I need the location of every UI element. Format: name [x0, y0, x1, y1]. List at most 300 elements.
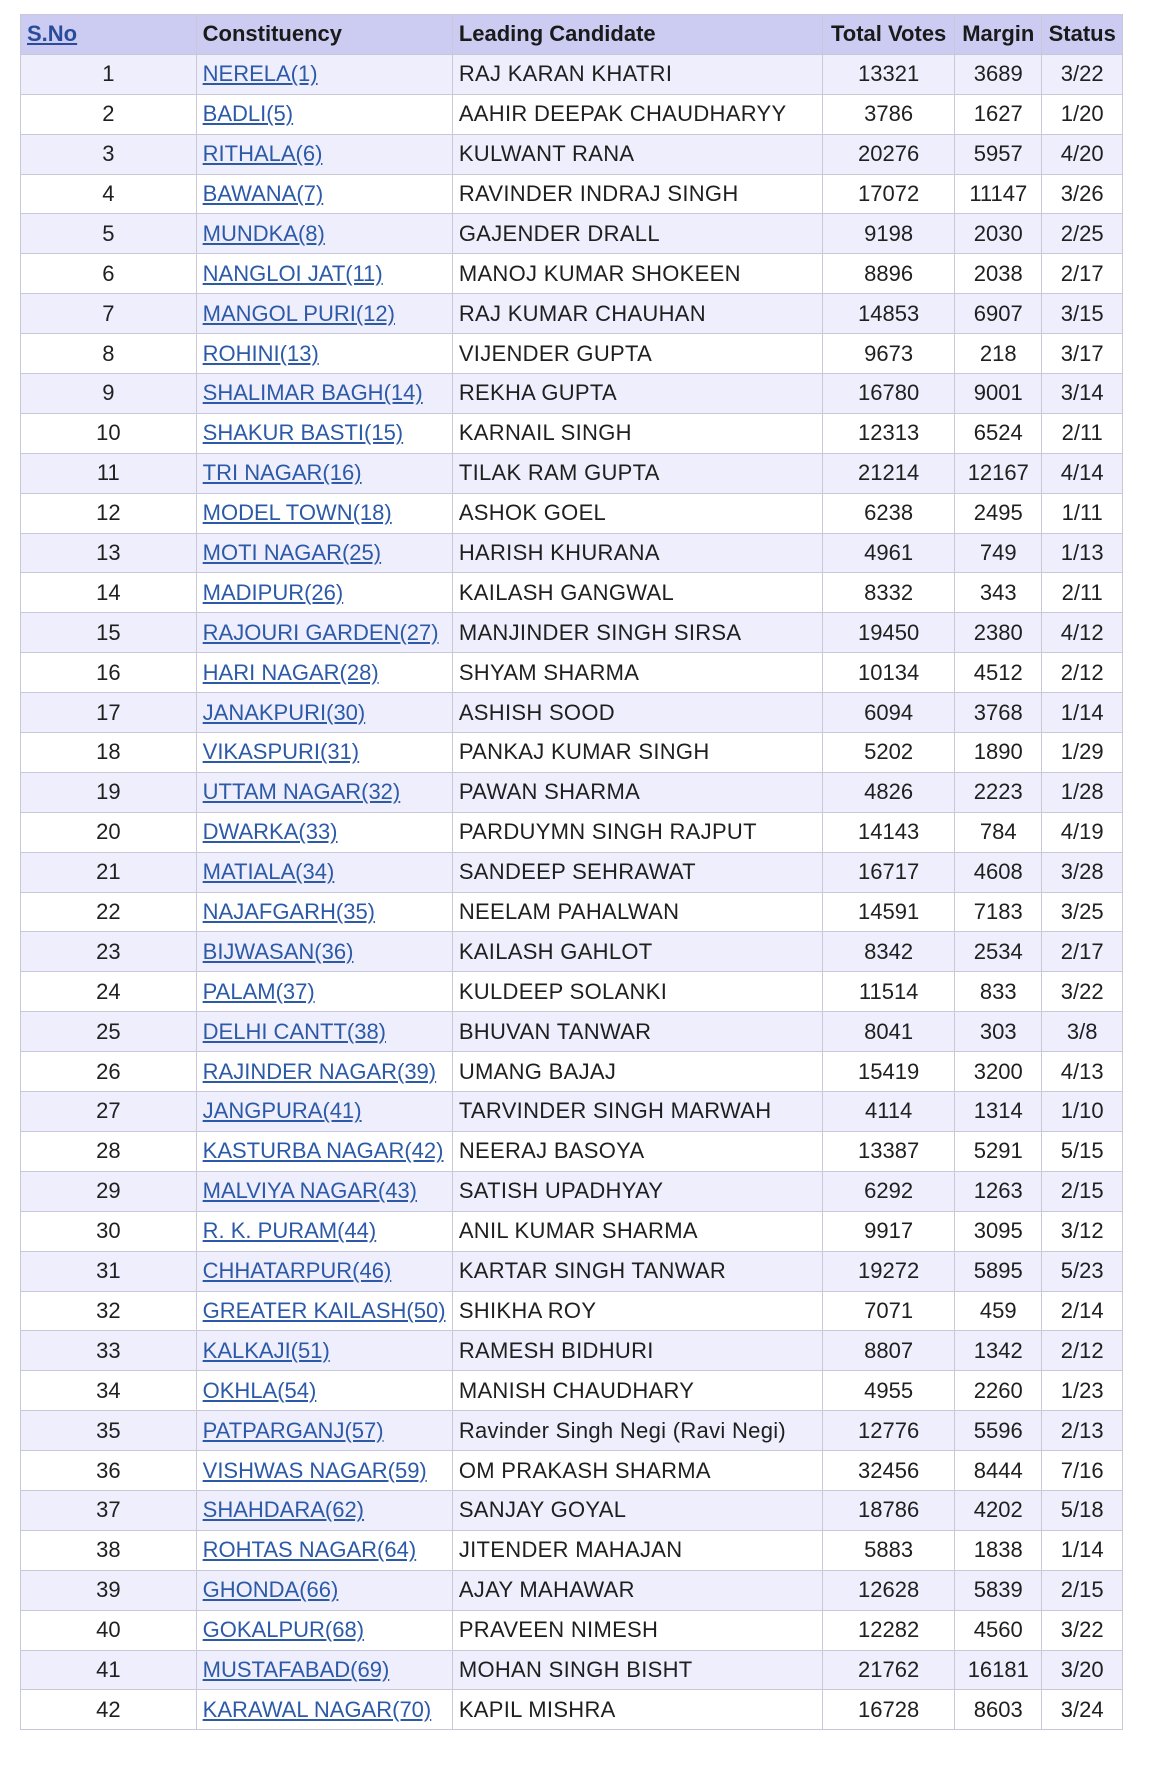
cell-leading-candidate: Ravinder Singh Negi (Ravi Negi) — [452, 1411, 822, 1451]
table-row — [21, 1570, 1123, 1610]
cell-sno: 21 — [21, 852, 197, 892]
header-sno[interactable]: S.No — [21, 15, 197, 55]
cell-margin: 5839 — [955, 1570, 1042, 1610]
cell-total-votes: 13321 — [823, 54, 955, 94]
cell-leading-candidate: RAMESH BIDHURI — [452, 1331, 822, 1371]
cell-leading-candidate: NEERAJ BASOYA — [452, 1131, 822, 1171]
cell-leading-candidate: BHUVAN TANWAR — [452, 1012, 822, 1052]
cell-sno: 4 — [21, 174, 197, 214]
constituency-link[interactable]: GOKALPUR(68) — [202, 1617, 365, 1643]
cell-status: 2/25 — [1042, 214, 1123, 254]
cell-status: 3/24 — [1042, 1690, 1123, 1730]
header-row — [21, 15, 1123, 55]
constituency-link[interactable]: TRI NAGAR(16) — [202, 460, 362, 486]
cell-margin: 749 — [955, 533, 1042, 573]
cell-leading-candidate: JITENDER MAHAJAN — [452, 1530, 822, 1570]
header-total-votes: Total Votes — [823, 15, 955, 55]
table-row — [21, 1610, 1123, 1650]
cell-constituency — [196, 693, 452, 733]
cell-sno: 30 — [21, 1211, 197, 1251]
cell-margin: 5957 — [955, 134, 1042, 174]
cell-status: 4/13 — [1042, 1052, 1123, 1092]
cell-total-votes: 8342 — [823, 932, 955, 972]
cell-sno: 8 — [21, 334, 197, 374]
cell-sno: 5 — [21, 214, 197, 254]
cell-total-votes: 12776 — [823, 1411, 955, 1451]
cell-leading-candidate: RAJ KARAN KHATRI — [452, 54, 822, 94]
cell-total-votes: 12313 — [823, 413, 955, 453]
cell-total-votes: 8807 — [823, 1331, 955, 1371]
cell-sno: 17 — [21, 693, 197, 733]
table-row — [21, 932, 1123, 972]
cell-total-votes: 20276 — [823, 134, 955, 174]
table-row — [21, 892, 1123, 932]
cell-constituency — [196, 174, 452, 214]
cell-margin: 5895 — [955, 1251, 1042, 1291]
cell-status: 5/18 — [1042, 1490, 1123, 1530]
cell-total-votes: 5202 — [823, 733, 955, 773]
constituency-link[interactable]: MANGOL PURI(12) — [202, 300, 395, 326]
cell-status: 2/12 — [1042, 653, 1123, 693]
constituency-link[interactable]: SHAHDARA(62) — [202, 1497, 365, 1523]
cell-sno: 9 — [21, 374, 197, 414]
cell-total-votes: 14853 — [823, 294, 955, 334]
cell-status: 7/16 — [1042, 1451, 1123, 1491]
table-row — [21, 1490, 1123, 1530]
cell-margin: 5291 — [955, 1131, 1042, 1171]
constituency-link[interactable]: SHALIMAR BAGH(14) — [202, 380, 423, 406]
constituency-link[interactable]: VISHWAS NAGAR(59) — [202, 1457, 427, 1483]
table-row — [21, 374, 1123, 414]
cell-constituency — [196, 1052, 452, 1092]
cell-margin: 2534 — [955, 932, 1042, 972]
table-row — [21, 1451, 1123, 1491]
cell-leading-candidate: MANOJ KUMAR SHOKEEN — [452, 254, 822, 294]
cell-status: 2/17 — [1042, 254, 1123, 294]
table-row — [21, 1171, 1123, 1211]
table-row — [21, 812, 1123, 852]
header-leading-candidate: Leading Candidate — [452, 15, 822, 55]
constituency-link[interactable]: R. K. PURAM(44) — [202, 1218, 377, 1244]
cell-status: 4/14 — [1042, 453, 1123, 493]
cell-constituency — [196, 413, 452, 453]
cell-margin: 3095 — [955, 1211, 1042, 1251]
constituency-link[interactable]: GHONDA(66) — [202, 1577, 339, 1603]
cell-margin: 7183 — [955, 892, 1042, 932]
cell-sno: 18 — [21, 733, 197, 773]
cell-sno: 26 — [21, 1052, 197, 1092]
constituency-link[interactable]: MUNDKA(8) — [202, 220, 325, 246]
cell-status: 1/10 — [1042, 1092, 1123, 1132]
cell-status: 3/22 — [1042, 54, 1123, 94]
constituency-link[interactable]: NERELA(1) — [202, 61, 318, 87]
cell-sno: 16 — [21, 653, 197, 693]
cell-constituency — [196, 1211, 452, 1251]
cell-total-votes: 12282 — [823, 1610, 955, 1650]
constituency-link[interactable]: MALVIYA NAGAR(43) — [202, 1178, 418, 1204]
cell-margin: 11147 — [955, 174, 1042, 214]
cell-constituency — [196, 1490, 452, 1530]
cell-margin: 16181 — [955, 1650, 1042, 1690]
cell-leading-candidate: KARTAR SINGH TANWAR — [452, 1251, 822, 1291]
constituency-link[interactable]: NAJAFGARH(35) — [202, 899, 375, 925]
cell-margin: 4560 — [955, 1610, 1042, 1650]
cell-constituency — [196, 852, 452, 892]
table-row — [21, 1690, 1123, 1730]
cell-leading-candidate: NEELAM PAHALWAN — [452, 892, 822, 932]
table-row — [21, 653, 1123, 693]
table-row — [21, 1530, 1123, 1570]
cell-total-votes: 14143 — [823, 812, 955, 852]
cell-leading-candidate: RAJ KUMAR CHAUHAN — [452, 294, 822, 334]
cell-leading-candidate: KULWANT RANA — [452, 134, 822, 174]
cell-leading-candidate: ASHOK GOEL — [452, 493, 822, 533]
constituency-link[interactable]: JANAKPURI(30) — [202, 699, 366, 725]
cell-sno: 12 — [21, 493, 197, 533]
cell-margin: 2030 — [955, 214, 1042, 254]
results-table — [20, 14, 1123, 1730]
header-margin: Margin — [955, 15, 1042, 55]
cell-sno: 37 — [21, 1490, 197, 1530]
cell-status: 1/20 — [1042, 94, 1123, 134]
constituency-link[interactable]: RITHALA(6) — [202, 141, 323, 167]
cell-total-votes: 21762 — [823, 1650, 955, 1690]
cell-leading-candidate: HARISH KHURANA — [452, 533, 822, 573]
cell-constituency — [196, 374, 452, 414]
cell-leading-candidate: SHIKHA ROY — [452, 1291, 822, 1331]
cell-total-votes: 16717 — [823, 852, 955, 892]
cell-margin: 6907 — [955, 294, 1042, 334]
cell-constituency — [196, 613, 452, 653]
cell-leading-candidate: VIJENDER GUPTA — [452, 334, 822, 374]
cell-total-votes: 6094 — [823, 693, 955, 733]
constituency-link[interactable]: DWARKA(33) — [202, 819, 338, 845]
cell-leading-candidate: AJAY MAHAWAR — [452, 1570, 822, 1610]
cell-constituency — [196, 1570, 452, 1610]
table-row — [21, 453, 1123, 493]
cell-total-votes: 4826 — [823, 772, 955, 812]
cell-constituency — [196, 1251, 452, 1291]
cell-total-votes: 17072 — [823, 174, 955, 214]
constituency-link[interactable]: GREATER KAILASH(50) — [202, 1297, 446, 1323]
cell-sno: 36 — [21, 1451, 197, 1491]
cell-margin: 1342 — [955, 1331, 1042, 1371]
cell-constituency — [196, 254, 452, 294]
cell-status: 2/12 — [1042, 1331, 1123, 1371]
cell-sno: 38 — [21, 1530, 197, 1570]
table-row — [21, 613, 1123, 653]
cell-margin: 4608 — [955, 852, 1042, 892]
constituency-link[interactable]: CHHATARPUR(46) — [202, 1258, 392, 1284]
cell-total-votes: 18786 — [823, 1490, 955, 1530]
cell-status: 1/29 — [1042, 733, 1123, 773]
cell-leading-candidate: RAVINDER INDRAJ SINGH — [452, 174, 822, 214]
cell-leading-candidate: GAJENDER DRALL — [452, 214, 822, 254]
cell-status: 4/19 — [1042, 812, 1123, 852]
cell-status: 1/28 — [1042, 772, 1123, 812]
cell-status: 1/14 — [1042, 693, 1123, 733]
cell-status: 2/17 — [1042, 932, 1123, 972]
cell-total-votes: 10134 — [823, 653, 955, 693]
cell-constituency — [196, 1291, 452, 1331]
cell-constituency — [196, 1012, 452, 1052]
cell-margin: 8444 — [955, 1451, 1042, 1491]
cell-status: 3/12 — [1042, 1211, 1123, 1251]
cell-total-votes: 9673 — [823, 334, 955, 374]
cell-status: 3/22 — [1042, 972, 1123, 1012]
cell-sno: 11 — [21, 453, 197, 493]
table-row — [21, 1052, 1123, 1092]
constituency-link[interactable]: JANGPURA(41) — [202, 1098, 362, 1124]
cell-total-votes: 32456 — [823, 1451, 955, 1491]
table-row — [21, 254, 1123, 294]
header-constituency: Constituency — [196, 15, 452, 55]
cell-status: 3/26 — [1042, 174, 1123, 214]
cell-sno: 14 — [21, 573, 197, 613]
constituency-link[interactable]: NANGLOI JAT(11) — [202, 260, 383, 286]
cell-total-votes: 11514 — [823, 972, 955, 1012]
table-row — [21, 972, 1123, 1012]
cell-margin: 459 — [955, 1291, 1042, 1331]
cell-sno: 39 — [21, 1570, 197, 1610]
constituency-link[interactable]: MUSTAFABAD(69) — [202, 1656, 390, 1682]
cell-status: 1/23 — [1042, 1371, 1123, 1411]
constituency-link[interactable]: KASTURBA NAGAR(42) — [202, 1138, 444, 1164]
cell-constituency — [196, 1171, 452, 1211]
cell-margin: 9001 — [955, 374, 1042, 414]
cell-status: 2/11 — [1042, 573, 1123, 613]
table-row — [21, 1012, 1123, 1052]
cell-constituency — [196, 214, 452, 254]
constituency-link[interactable]: OKHLA(54) — [202, 1377, 317, 1403]
cell-sno: 29 — [21, 1171, 197, 1211]
constituency-link[interactable]: VIKASPURI(31) — [202, 739, 360, 765]
cell-constituency — [196, 772, 452, 812]
table-row — [21, 294, 1123, 334]
cell-constituency — [196, 892, 452, 932]
cell-status: 2/11 — [1042, 413, 1123, 453]
cell-sno: 7 — [21, 294, 197, 334]
constituency-link[interactable]: BIJWASAN(36) — [202, 938, 354, 964]
constituency-link[interactable]: KARAWAL NAGAR(70) — [202, 1696, 432, 1722]
cell-sno: 32 — [21, 1291, 197, 1331]
cell-sno: 19 — [21, 772, 197, 812]
cell-total-votes: 8896 — [823, 254, 955, 294]
cell-status: 4/12 — [1042, 613, 1123, 653]
cell-sno: 2 — [21, 94, 197, 134]
cell-total-votes: 12628 — [823, 1570, 955, 1610]
cell-constituency — [196, 533, 452, 573]
cell-total-votes: 16728 — [823, 1690, 955, 1730]
cell-sno: 25 — [21, 1012, 197, 1052]
cell-margin: 218 — [955, 334, 1042, 374]
cell-margin: 3689 — [955, 54, 1042, 94]
cell-total-votes: 8332 — [823, 573, 955, 613]
table-row — [21, 1371, 1123, 1411]
cell-constituency — [196, 1331, 452, 1371]
constituency-link[interactable]: SHAKUR BASTI(15) — [202, 420, 404, 446]
cell-status: 3/15 — [1042, 294, 1123, 334]
cell-margin: 3768 — [955, 693, 1042, 733]
cell-leading-candidate: MANJINDER SINGH SIRSA — [452, 613, 822, 653]
cell-margin: 1627 — [955, 94, 1042, 134]
cell-margin: 2495 — [955, 493, 1042, 533]
cell-leading-candidate: AAHIR DEEPAK CHAUDHARYY — [452, 94, 822, 134]
cell-margin: 303 — [955, 1012, 1042, 1052]
cell-leading-candidate: KAPIL MISHRA — [452, 1690, 822, 1730]
cell-status: 5/15 — [1042, 1131, 1123, 1171]
constituency-link[interactable]: BADLI(5) — [202, 101, 294, 127]
table-row — [21, 1291, 1123, 1331]
table-row — [21, 1211, 1123, 1251]
cell-sno: 15 — [21, 613, 197, 653]
constituency-link[interactable]: UTTAM NAGAR(32) — [202, 779, 401, 805]
cell-constituency — [196, 1411, 452, 1451]
cell-total-votes: 4961 — [823, 533, 955, 573]
cell-leading-candidate: TILAK RAM GUPTA — [452, 453, 822, 493]
cell-total-votes: 4955 — [823, 1371, 955, 1411]
constituency-link[interactable]: MOTI NAGAR(25) — [202, 540, 382, 566]
constituency-link[interactable]: MATIALA(34) — [202, 859, 335, 885]
cell-constituency — [196, 972, 452, 1012]
constituency-link[interactable]: RAJINDER NAGAR(39) — [202, 1058, 437, 1084]
cell-margin: 8603 — [955, 1690, 1042, 1730]
cell-status: 3/14 — [1042, 374, 1123, 414]
table-row — [21, 334, 1123, 374]
constituency-link[interactable]: ROHINI(13) — [202, 340, 319, 366]
table-row — [21, 1131, 1123, 1171]
cell-status: 2/13 — [1042, 1411, 1123, 1451]
cell-margin: 1314 — [955, 1092, 1042, 1132]
cell-leading-candidate: PAWAN SHARMA — [452, 772, 822, 812]
cell-status: 1/13 — [1042, 533, 1123, 573]
cell-sno: 23 — [21, 932, 197, 972]
cell-leading-candidate: ANIL KUMAR SHARMA — [452, 1211, 822, 1251]
cell-total-votes: 19450 — [823, 613, 955, 653]
cell-leading-candidate: PRAVEEN NIMESH — [452, 1610, 822, 1650]
cell-constituency — [196, 453, 452, 493]
cell-constituency — [196, 134, 452, 174]
cell-total-votes: 14591 — [823, 892, 955, 932]
cell-margin: 343 — [955, 573, 1042, 613]
cell-sno: 3 — [21, 134, 197, 174]
cell-constituency — [196, 932, 452, 972]
cell-sno: 33 — [21, 1331, 197, 1371]
cell-leading-candidate: ASHISH SOOD — [452, 693, 822, 733]
table-row — [21, 54, 1123, 94]
cell-total-votes: 9917 — [823, 1211, 955, 1251]
cell-sno: 35 — [21, 1411, 197, 1451]
cell-status: 3/25 — [1042, 892, 1123, 932]
cell-status: 3/20 — [1042, 1650, 1123, 1690]
cell-total-votes: 4114 — [823, 1092, 955, 1132]
cell-total-votes: 3786 — [823, 94, 955, 134]
cell-margin: 4512 — [955, 653, 1042, 693]
cell-margin: 2223 — [955, 772, 1042, 812]
cell-sno: 22 — [21, 892, 197, 932]
cell-total-votes: 6238 — [823, 493, 955, 533]
cell-sno: 1 — [21, 54, 197, 94]
cell-status: 3/22 — [1042, 1610, 1123, 1650]
cell-margin: 4202 — [955, 1490, 1042, 1530]
cell-total-votes: 7071 — [823, 1291, 955, 1331]
cell-leading-candidate: SHYAM SHARMA — [452, 653, 822, 693]
cell-constituency — [196, 1610, 452, 1650]
constituency-link[interactable]: DELHI CANTT(38) — [202, 1018, 386, 1044]
cell-sno: 41 — [21, 1650, 197, 1690]
cell-leading-candidate: SANJAY GOYAL — [452, 1490, 822, 1530]
constituency-link[interactable]: MADIPUR(26) — [202, 579, 344, 605]
constituency-link[interactable]: MODEL TOWN(18) — [202, 500, 392, 526]
constituency-link[interactable]: KALKAJI(51) — [202, 1337, 330, 1363]
constituency-link[interactable]: BAWANA(7) — [202, 181, 324, 206]
cell-total-votes: 13387 — [823, 1131, 955, 1171]
cell-sno: 31 — [21, 1251, 197, 1291]
cell-constituency — [196, 1371, 452, 1411]
cell-status: 3/17 — [1042, 334, 1123, 374]
cell-total-votes: 19272 — [823, 1251, 955, 1291]
cell-sno: 40 — [21, 1610, 197, 1650]
constituency-link[interactable]: PALAM(37) — [202, 978, 315, 1004]
table-row — [21, 493, 1123, 533]
cell-total-votes: 8041 — [823, 1012, 955, 1052]
cell-constituency — [196, 334, 452, 374]
cell-margin: 2260 — [955, 1371, 1042, 1411]
cell-sno: 20 — [21, 812, 197, 852]
table-row — [21, 852, 1123, 892]
cell-constituency — [196, 294, 452, 334]
constituency-link[interactable]: ROHTAS NAGAR(64) — [202, 1537, 417, 1563]
table-row — [21, 1251, 1123, 1291]
table-row — [21, 573, 1123, 613]
constituency-link[interactable]: RAJOURI GARDEN(27) — [202, 619, 439, 645]
cell-constituency — [196, 1131, 452, 1171]
table-row — [21, 733, 1123, 773]
table-body — [21, 54, 1123, 1729]
cell-status: 1/11 — [1042, 493, 1123, 533]
cell-leading-candidate: KULDEEP SOLANKI — [452, 972, 822, 1012]
cell-sno: 42 — [21, 1690, 197, 1730]
cell-leading-candidate: SATISH UPADHYAY — [452, 1171, 822, 1211]
cell-margin: 6524 — [955, 413, 1042, 453]
cell-constituency — [196, 1451, 452, 1491]
cell-leading-candidate: TARVINDER SINGH MARWAH — [452, 1092, 822, 1132]
cell-leading-candidate: UMANG BAJAJ — [452, 1052, 822, 1092]
cell-leading-candidate: REKHA GUPTA — [452, 374, 822, 414]
header-status: Status — [1042, 15, 1123, 55]
table-row — [21, 94, 1123, 134]
table-row — [21, 1650, 1123, 1690]
cell-constituency — [196, 54, 452, 94]
table-row — [21, 533, 1123, 573]
cell-margin: 784 — [955, 812, 1042, 852]
cell-margin: 1838 — [955, 1530, 1042, 1570]
constituency-link[interactable]: PATPARGANJ(57) — [202, 1417, 384, 1443]
constituency-link[interactable]: HARI NAGAR(28) — [202, 659, 379, 685]
cell-status: 5/23 — [1042, 1251, 1123, 1291]
cell-constituency — [196, 493, 452, 533]
cell-margin: 2038 — [955, 254, 1042, 294]
cell-sno: 6 — [21, 254, 197, 294]
table-row — [21, 1092, 1123, 1132]
cell-constituency — [196, 1530, 452, 1570]
cell-sno: 10 — [21, 413, 197, 453]
cell-leading-candidate: KAILASH GANGWAL — [452, 573, 822, 613]
cell-margin: 5596 — [955, 1411, 1042, 1451]
cell-leading-candidate: MANISH CHAUDHARY — [452, 1371, 822, 1411]
cell-leading-candidate: OM PRAKASH SHARMA — [452, 1451, 822, 1491]
cell-sno: 13 — [21, 533, 197, 573]
